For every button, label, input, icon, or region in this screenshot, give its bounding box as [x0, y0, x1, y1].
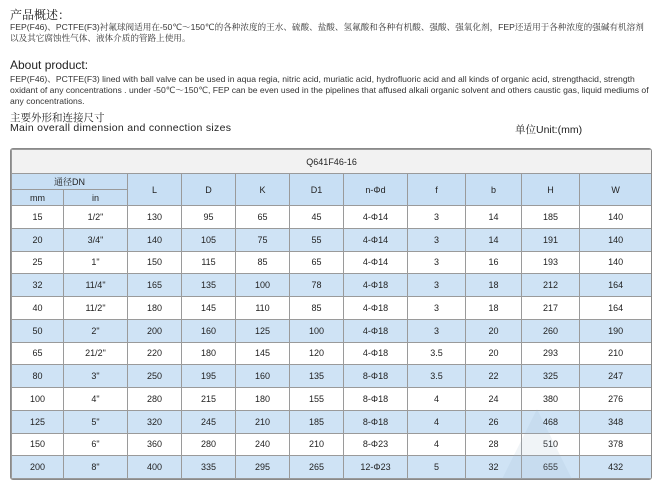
table-cell: 335 [182, 456, 236, 479]
table-row [12, 319, 652, 342]
table-cell: 180 [236, 388, 290, 411]
table-cell: 24 [466, 388, 522, 411]
table-cell: 165 [128, 274, 182, 297]
dimension-table-grid [11, 149, 652, 479]
table-cell: 160 [182, 319, 236, 342]
table-cell: 3 [408, 251, 466, 274]
col-header-H: H [522, 174, 580, 206]
intro-en-title: About product: [10, 58, 89, 72]
table-row [12, 433, 652, 456]
table-cell: 250 [128, 365, 182, 388]
table-cell: 105 [182, 228, 236, 251]
table-cell: 100 [12, 388, 64, 411]
table-cell: 195 [182, 365, 236, 388]
table-cell: 210 [580, 342, 652, 365]
table-cell: 22 [466, 365, 522, 388]
table-cell: 276 [580, 388, 652, 411]
table-cell: 125 [236, 319, 290, 342]
table-cell: 45 [290, 206, 344, 229]
table-cell: 100 [290, 319, 344, 342]
table-cell: 140 [580, 206, 652, 229]
table-cell: 25 [12, 251, 64, 274]
col-header-b: b [466, 174, 522, 206]
dn-header: 通径DN [12, 174, 128, 190]
table-cell: 8" [64, 456, 128, 479]
table-cell: 8-Φ18 [344, 388, 408, 411]
table-cell: 210 [236, 410, 290, 433]
table-cell: 4-Φ14 [344, 206, 408, 229]
table-cell: 378 [580, 433, 652, 456]
table-cell: 220 [128, 342, 182, 365]
table-cell: 3 [408, 297, 466, 320]
table-cell: 65 [236, 206, 290, 229]
table-cell: 20 [466, 342, 522, 365]
table-cell: 140 [128, 228, 182, 251]
table-caption-text: Q641F46-16 [306, 156, 357, 167]
table-cell: 50 [12, 319, 64, 342]
table-caption [12, 150, 652, 174]
unit-label: 单位Unit:(mm) [515, 124, 583, 136]
table-cell: 28 [466, 433, 522, 456]
table-cell: 125 [12, 410, 64, 433]
table-cell: 14 [466, 206, 522, 229]
table-row [12, 228, 652, 251]
table-cell: 40 [12, 297, 64, 320]
table-cell: 65 [290, 251, 344, 274]
col-header-W: W [580, 174, 652, 206]
table-cell: 16 [466, 251, 522, 274]
table-cell: 26 [466, 410, 522, 433]
table-cell: 150 [12, 433, 64, 456]
table-cell: 185 [522, 206, 580, 229]
table-row [12, 251, 652, 274]
table-cell: 360 [128, 433, 182, 456]
table-cell: 3 [408, 206, 466, 229]
table-cell: 14 [466, 228, 522, 251]
table-cell: 295 [236, 456, 290, 479]
table-cell: 4 [408, 410, 466, 433]
table-cell: 320 [128, 410, 182, 433]
sub-header-mm: mm [12, 190, 64, 206]
table-cell: 400 [128, 456, 182, 479]
table-cell: 3 [408, 319, 466, 342]
table-cell: 145 [182, 297, 236, 320]
table-cell: 180 [128, 297, 182, 320]
table-cell: 510 [522, 433, 580, 456]
table-cell: 247 [580, 365, 652, 388]
table-cell: 3 [408, 274, 466, 297]
table-cell: 4-Φ18 [344, 297, 408, 320]
table-cell: 190 [580, 319, 652, 342]
table-cell: 3.5 [408, 365, 466, 388]
col-header-L: L [128, 174, 182, 206]
table-cell: 155 [290, 388, 344, 411]
table-cell: 4" [64, 388, 128, 411]
table-cell: 4-Φ18 [344, 342, 408, 365]
table-cell: 78 [290, 274, 344, 297]
table-cell: 55 [290, 228, 344, 251]
table-cell: 160 [236, 365, 290, 388]
table-cell: 260 [522, 319, 580, 342]
col-header-D: D [182, 174, 236, 206]
table-row [12, 365, 652, 388]
table-cell: 193 [522, 251, 580, 274]
table-cell: 5 [408, 456, 466, 479]
table-cell: 245 [182, 410, 236, 433]
table-row [12, 342, 652, 365]
table-cell: 185 [290, 410, 344, 433]
table-cell: 217 [522, 297, 580, 320]
table-cell: 8-Φ18 [344, 365, 408, 388]
table-row [12, 410, 652, 433]
table-cell: 655 [522, 456, 580, 479]
table-cell: 85 [236, 251, 290, 274]
table-cell: 164 [580, 297, 652, 320]
table-cell: 293 [522, 342, 580, 365]
table-cell: 200 [128, 319, 182, 342]
table-cell: 18 [466, 297, 522, 320]
table-cell: 145 [236, 342, 290, 365]
col-header-K: K [236, 174, 290, 206]
table-row [12, 297, 652, 320]
table-cell: 4-Φ14 [344, 228, 408, 251]
table-cell: 325 [522, 365, 580, 388]
table-cell: 140 [580, 251, 652, 274]
table-row [12, 456, 652, 479]
table-cell: 6" [64, 433, 128, 456]
table-cell: 95 [182, 206, 236, 229]
table-cell: 3 [408, 228, 466, 251]
table-cell: 110 [236, 297, 290, 320]
table-cell: 20 [466, 319, 522, 342]
table-cell: 32 [12, 274, 64, 297]
table-cell: 240 [236, 433, 290, 456]
table-cell: 20 [12, 228, 64, 251]
col-header-f: f [408, 174, 466, 206]
table-cell: 15 [12, 206, 64, 229]
table-cell: 5" [64, 410, 128, 433]
table-cell: 4-Φ14 [344, 251, 408, 274]
table-cell: 4 [408, 433, 466, 456]
table-cell: 140 [580, 228, 652, 251]
table-cell: 8-Φ18 [344, 410, 408, 433]
dimensions-title-cn: 主要外形和连接尺寸 [10, 112, 105, 124]
dimensions-title-en: Main overall dimension and connection sizes [10, 122, 232, 134]
table-cell: 32 [466, 456, 522, 479]
table-cell: 1" [64, 251, 128, 274]
table-cell: 80 [12, 365, 64, 388]
table-cell: 11/2" [64, 297, 128, 320]
intro-en-text: FEP(F46)、PCTFE(F3) lined with ball valve can be used in aqua regia, nitric acid, muriatic acid, hydrofluoric acid and all kinds of organic acid, strengthacid, strength oxidant of any concentrations . under -50℃～150℃, FEP can be even used in the pipelines that affused alkali organic solvent and others caustic gas, liquid mediums of any concentrations. [10, 74, 649, 106]
table-cell: 4-Φ18 [344, 319, 408, 342]
table-cell: 11/4" [64, 274, 128, 297]
table-cell: 130 [128, 206, 182, 229]
table-cell: 12-Φ23 [344, 456, 408, 479]
table-cell: 4 [408, 388, 466, 411]
table-cell: 180 [182, 342, 236, 365]
table-cell: 8-Φ23 [344, 433, 408, 456]
table-row [12, 274, 652, 297]
table-cell: 115 [182, 251, 236, 274]
table-cell: 3/4" [64, 228, 128, 251]
table-cell: 150 [128, 251, 182, 274]
table-cell: 432 [580, 456, 652, 479]
table-cell: 1/2" [64, 206, 128, 229]
intro-cn-title: 产品概述： [10, 8, 71, 22]
table-cell: 18 [466, 274, 522, 297]
table-cell: 280 [182, 433, 236, 456]
table-cell: 3.5 [408, 342, 466, 365]
table-cell: 21/2" [64, 342, 128, 365]
table-cell: 212 [522, 274, 580, 297]
table-cell: 191 [522, 228, 580, 251]
sub-header-in: in [64, 190, 128, 206]
table-cell: 468 [522, 410, 580, 433]
table-cell: 265 [290, 456, 344, 479]
intro-cn-text: FEP(F46)、PCTFE(F3)衬氟球阀适用在-50℃～150℃的各种浓度的王水、硫酸、盐酸、氢氟酸和各种有机酸、强酸、强氧化剂，FEP还适用于各种浓度的强碱有机溶剂以及其它腐蚀性气体、液体介质的管路上使用。 [10, 22, 644, 43]
table-cell: 2" [64, 319, 128, 342]
table-cell: 65 [12, 342, 64, 365]
table-row [12, 206, 652, 229]
col-header-n-d: n-Φd [344, 174, 408, 206]
table-cell: 4-Φ18 [344, 274, 408, 297]
table-cell: 100 [236, 274, 290, 297]
table-cell: 380 [522, 388, 580, 411]
table-cell: 200 [12, 456, 64, 479]
table-cell: 164 [580, 274, 652, 297]
table-cell: 120 [290, 342, 344, 365]
col-header-D1: D1 [290, 174, 344, 206]
table-cell: 135 [182, 274, 236, 297]
table-cell: 85 [290, 297, 344, 320]
table-cell: 210 [290, 433, 344, 456]
table-cell: 280 [128, 388, 182, 411]
table-cell: 348 [580, 410, 652, 433]
table-cell: 3" [64, 365, 128, 388]
table-cell: 75 [236, 228, 290, 251]
table-row [12, 388, 652, 411]
table-cell: 135 [290, 365, 344, 388]
table-cell: 215 [182, 388, 236, 411]
dimension-table [10, 148, 652, 480]
